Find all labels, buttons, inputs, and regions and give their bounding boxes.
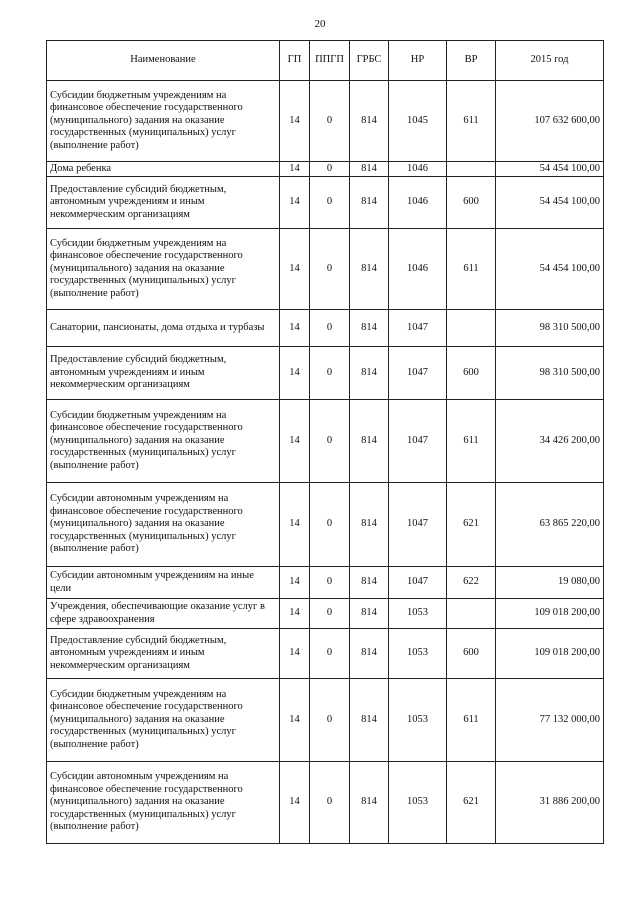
- row-nr: 1053: [389, 599, 447, 629]
- row-gp: 14: [280, 567, 310, 599]
- table-row: [47, 629, 604, 679]
- row-name: Предоставление субсидий бюджетным, автономным учреждениям и иным некоммерческим организациям: [47, 347, 280, 400]
- row-name: Предоставление субсидий бюджетным, автономным учреждениям и иным некоммерческим организациям: [47, 629, 280, 679]
- table-row: [47, 229, 604, 310]
- row-name: Предоставление субсидий бюджетным, автономным учреждениям и иным некоммерческим организациям: [47, 177, 280, 229]
- row-vr: [447, 599, 496, 629]
- row-grbs: 814: [350, 762, 389, 844]
- row-vr: 611: [447, 229, 496, 310]
- row-grbs: 814: [350, 81, 389, 162]
- row-grbs: 814: [350, 162, 389, 177]
- row-amount: 109 018 200,00: [496, 629, 604, 679]
- row-gp: 14: [280, 599, 310, 629]
- row-name: Субсидии бюджетным учреждениям на финансовое обеспечение государственного (муниципального) задания на оказание государственных (муниципальных) услуг (выполнение работ): [47, 229, 280, 310]
- row-nr: 1053: [389, 679, 447, 762]
- table-row: [47, 347, 604, 400]
- header-year: 2015 год: [496, 41, 604, 81]
- row-ppgp: 0: [310, 177, 350, 229]
- header-ppgp: ППГП: [310, 41, 350, 81]
- row-name: Санатории, пансионаты, дома отдыха и турбазы: [47, 310, 280, 347]
- table-row: [47, 177, 604, 229]
- table-row: [47, 81, 604, 162]
- row-grbs: 814: [350, 679, 389, 762]
- row-vr: 611: [447, 679, 496, 762]
- row-nr: 1047: [389, 310, 447, 347]
- row-gp: 14: [280, 162, 310, 177]
- row-nr: 1047: [389, 483, 447, 567]
- row-vr: 611: [447, 81, 496, 162]
- row-ppgp: 0: [310, 347, 350, 400]
- row-gp: 14: [280, 762, 310, 844]
- row-name: Субсидии автономным учреждениям на иные цели: [47, 567, 280, 599]
- row-name: Субсидии бюджетным учреждениям на финансовое обеспечение государственного (муниципального) задания на оказание государственных (муниципальных) услуг (выполнение работ): [47, 400, 280, 483]
- row-vr: 621: [447, 762, 496, 844]
- row-ppgp: 0: [310, 310, 350, 347]
- row-ppgp: 0: [310, 400, 350, 483]
- row-amount: 63 865 220,00: [496, 483, 604, 567]
- row-grbs: 814: [350, 347, 389, 400]
- row-amount: 34 426 200,00: [496, 400, 604, 483]
- row-gp: 14: [280, 310, 310, 347]
- row-name: Дома ребенка: [47, 162, 280, 177]
- row-nr: 1053: [389, 629, 447, 679]
- row-vr: [447, 162, 496, 177]
- header-grbs: ГРБС: [350, 41, 389, 81]
- row-grbs: 814: [350, 229, 389, 310]
- row-ppgp: 0: [310, 567, 350, 599]
- row-ppgp: 0: [310, 679, 350, 762]
- budget-table: [46, 40, 604, 844]
- row-ppgp: 0: [310, 81, 350, 162]
- row-gp: 14: [280, 629, 310, 679]
- row-name: Субсидии автономным учреждениям на финансовое обеспечение государственного (муниципального) задания на оказание государственных (муниципальных) услуг (выполнение работ): [47, 483, 280, 567]
- row-amount: 98 310 500,00: [496, 310, 604, 347]
- row-nr: 1046: [389, 162, 447, 177]
- row-name: Субсидии автономным учреждениям на финансовое обеспечение государственного (муниципального) задания на оказание государственных (муниципальных) услуг (выполнение работ): [47, 762, 280, 844]
- table-row: [47, 162, 604, 177]
- row-nr: 1047: [389, 567, 447, 599]
- row-vr: [447, 310, 496, 347]
- row-nr: 1047: [389, 347, 447, 400]
- row-vr: 600: [447, 629, 496, 679]
- row-gp: 14: [280, 483, 310, 567]
- header-vr: ВР: [447, 41, 496, 81]
- row-grbs: 814: [350, 629, 389, 679]
- row-gp: 14: [280, 347, 310, 400]
- row-gp: 14: [280, 177, 310, 229]
- row-ppgp: 0: [310, 762, 350, 844]
- row-grbs: 814: [350, 310, 389, 347]
- row-grbs: 814: [350, 483, 389, 567]
- header-gp: ГП: [280, 41, 310, 81]
- row-vr: 611: [447, 400, 496, 483]
- row-name: Субсидии бюджетным учреждениям на финансовое обеспечение государственного (муниципального) задания на оказание государственных (муниципальных) услуг (выполнение работ): [47, 679, 280, 762]
- row-nr: 1047: [389, 400, 447, 483]
- table-row: [47, 567, 604, 599]
- row-ppgp: 0: [310, 229, 350, 310]
- row-vr: 621: [447, 483, 496, 567]
- row-amount: 54 454 100,00: [496, 162, 604, 177]
- header-name: Наименование: [47, 41, 280, 81]
- row-ppgp: 0: [310, 483, 350, 567]
- row-amount: 31 886 200,00: [496, 762, 604, 844]
- row-amount: 77 132 000,00: [496, 679, 604, 762]
- row-grbs: 814: [350, 567, 389, 599]
- row-amount: 54 454 100,00: [496, 177, 604, 229]
- table-row: [47, 762, 604, 844]
- row-amount: 107 632 600,00: [496, 81, 604, 162]
- row-vr: 600: [447, 347, 496, 400]
- table-row: [47, 310, 604, 347]
- table-row: [47, 483, 604, 567]
- row-ppgp: 0: [310, 162, 350, 177]
- row-nr: 1045: [389, 81, 447, 162]
- table-row: [47, 599, 604, 629]
- row-gp: 14: [280, 81, 310, 162]
- row-gp: 14: [280, 679, 310, 762]
- row-vr: 622: [447, 567, 496, 599]
- header-nr: НР: [389, 41, 447, 81]
- row-amount: 98 310 500,00: [496, 347, 604, 400]
- row-ppgp: 0: [310, 629, 350, 679]
- row-nr: 1046: [389, 177, 447, 229]
- table-row: [47, 400, 604, 483]
- row-ppgp: 0: [310, 599, 350, 629]
- header-row: [47, 41, 604, 81]
- row-name: Субсидии бюджетным учреждениям на финансовое обеспечение государственного (муниципального) задания на оказание государственных (муниципальных) услуг (выполнение работ): [47, 81, 280, 162]
- row-gp: 14: [280, 400, 310, 483]
- table-row: [47, 679, 604, 762]
- row-name: Учреждения, обеспечивающие оказание услуг в сфере здравоохранения: [47, 599, 280, 629]
- row-gp: 14: [280, 229, 310, 310]
- row-nr: 1046: [389, 229, 447, 310]
- row-grbs: 814: [350, 400, 389, 483]
- page-number: 20: [314, 18, 326, 30]
- row-grbs: 814: [350, 599, 389, 629]
- row-amount: 109 018 200,00: [496, 599, 604, 629]
- row-grbs: 814: [350, 177, 389, 229]
- row-amount: 54 454 100,00: [496, 229, 604, 310]
- row-nr: 1053: [389, 762, 447, 844]
- row-amount: 19 080,00: [496, 567, 604, 599]
- row-vr: 600: [447, 177, 496, 229]
